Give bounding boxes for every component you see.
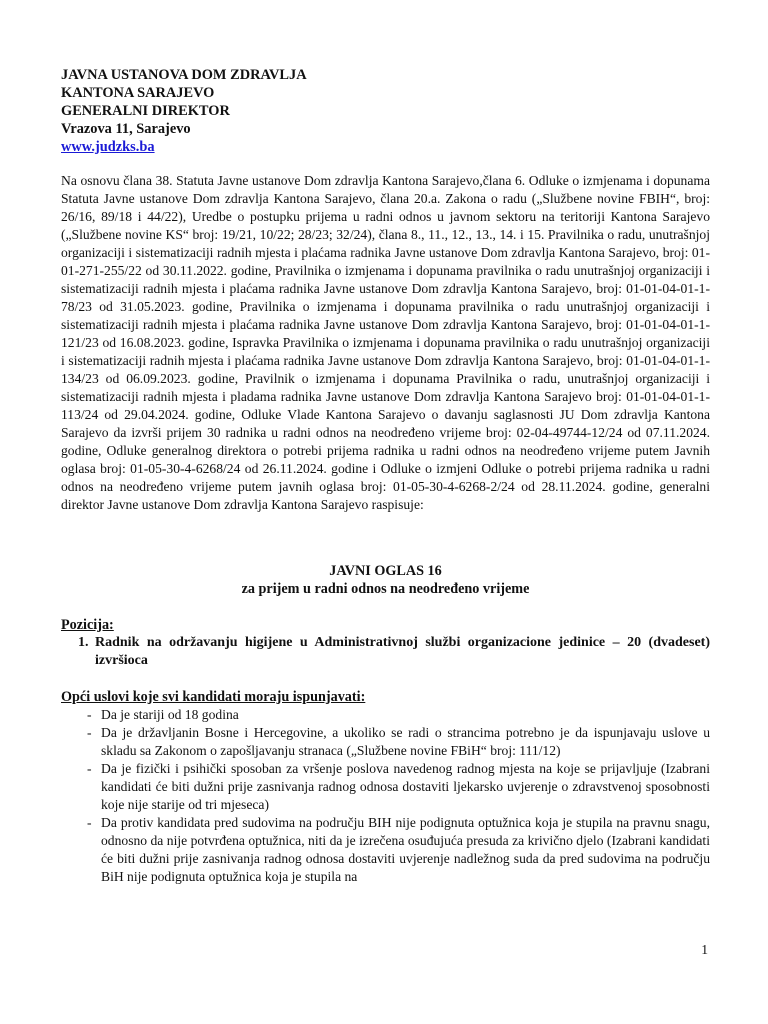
website-link[interactable]: www.judzks.ba: [61, 139, 155, 155]
list-number: 1.: [78, 635, 89, 650]
position-section: [61, 616, 710, 670]
org-address: Vrazova 11, Sarajevo: [61, 121, 191, 137]
condition-text: Da protiv kandidata pred sudovima na području BIH nije podignuta optužnica koja je stupila na pravnu snagu, odnosno da nije potvrđena optužnica, niti da je izrečena osuđujuća presuda za krivično djelo (Izabrani kandidati će biti dužni prije zasnivanja radnog odnosa dostaviti uvjerenje nadležnog suda da pred sudovima na području BiH nije podignuta optužnica koja je stupila na: [101, 815, 710, 884]
oglas-title: JAVNI OGLAS 16: [329, 563, 442, 579]
oglas-subtitle: za prijem u radni odnos na neodređeno vrijeme: [241, 581, 530, 597]
list-item: [61, 760, 710, 814]
list-dash: -: [87, 815, 92, 830]
list-item: [61, 814, 710, 886]
position-text: Radnik na održavanju higijene u Administrativnoj službi organizacione jedinice – 20 (dvadeset) izvršioca: [95, 635, 710, 668]
list-dash: -: [87, 725, 92, 740]
intro-paragraph: Na osnovu člana 38. Statuta Javne ustanove Dom zdravlja Kantona Sarajevo,člana 6. Odluke o izmjenama i dopunama Statuta Javne ustanove Dom zdravlja Kantona Sarajevo, člana 20.a. Zakona o radu („Službene novine FBIH“, broj: 26/16, 89/18 i 44/22), Uredbe o postupku prijema u radni odnos u javnom sektoru na teritoriji Kantona Sarajevo („Službene novine KS“ broj: 19/21, 10/22; 28/23; 32/24), člana 8., 11., 12., 13., 14. i 15. Pravilnika o radu, unutrašnjoj organizaciji i sistematizaciji radnih mjesta i plaćama radnika Javne ustanove Dom zdravlja Kantona Sarajevo, broj: 01-01-271-255/22 od 30.11.2022. godine, Pravilnika o izmjenama i dopunama pravilnika o radu unutrašnjoj organizaciji i sistematizaciji radnih mjesta i plaćama radnika Javne ustanove Dom zdravlja Kantona Sarajevo, broj: 01-01-04-01-1-78/23 od 31.05.2023. godine, Pravilnika o izmjenama i dopunama pravilnika o radu unutrašnjoj organizaciji i sistematizaciji radnih mjesta i plaćama radnika Javne ustanove Dom zdravlja Kantona Sarajevo, broj: 01-01-04-01-1-121/23 od 16.08.2023. godine, Ispravka Pravilnika o izmjenama i dopunama pravilnika o radu unutrašnjoj organizaciji i sistematizaciji radnih mjesta i plaćama radnika Javne ustanove Dom zdravlja Kantona Sarajevo, broj: 01-01-04-01-1-134/23 od 06.09.2023. godine, Pravilnik o izmjenama i dopunama Pravilnika o radu, unutrašnjoj organizaciji i sistematizaciji radnih mjesta i pladama radnika Javne ustanove Dom zdravlja Kantona Sarajevo broj: 01-01-04-01-1-113/24 od 29.04.2024. godine, Odluke Vlade Kantona Sarajevo o davanju saglasnosti JU Dom zdravlja Kantona Sarajevo da izvrši prijem 30 radnika u radni odnos na neodređeno vrijeme broj: 02-04-49744-12/24 od 07.11.2024. godine, Odluke generalnog direktora o potrebi prijema radnika u radni odnos na neodređeno vrijeme putem Javnih oglasa broj: 01-05-30-4-6268/24 od 26.11.2024. godine i Odluke o izmjeni Odluke o potrebi prijema radnika u radni odnos na neodređeno vrijeme putem javnih oglasa broj: 01-05-30-4-6268-2/24 od 28.11.2024. godine, generalni direktor Javne ustanove Dom zdravlja Kantona Sarajevo raspisuje:: [61, 173, 710, 512]
org-role: GENERALNI DIREKTOR: [61, 103, 230, 119]
conditions-section: [61, 688, 710, 886]
org-name-line1: JAVNA USTANOVA DOM ZDRAVLJA: [61, 67, 307, 83]
list-item: [61, 706, 710, 724]
page-number: 1: [701, 942, 708, 957]
position-list: [61, 634, 710, 670]
position-heading: Pozicija:: [61, 617, 114, 633]
conditions-list: [61, 706, 710, 886]
list-dash: -: [87, 707, 92, 722]
oglas-heading: [61, 562, 710, 598]
list-item: [61, 724, 710, 760]
conditions-heading: Opći uslovi koje svi kandidati moraju ispunjavati:: [61, 689, 366, 705]
condition-text: Da je fizički i psihički sposoban za vršenje poslova navedenog radnog mjesta na koje se prijavljuje (Izabrani kandidati će biti dužni prije zasnivanja radnog odnosa dostaviti ljekarsko uvjerenje o zdravstvenoj sposobnosti koje nije starije od tri mjeseca): [101, 761, 710, 812]
list-dash: -: [87, 761, 92, 776]
condition-text: Da je državljanin Bosne i Hercegovine, a ukoliko se radi o strancima potrebno je da ispunjavaju uslove u skladu sa Zakonom o zapošljavanju stranaca („Službene novine FBiH“ broj: 111/12): [101, 725, 710, 758]
organization-header: [61, 66, 710, 156]
list-item: [61, 634, 710, 670]
condition-text: Da je stariji od 18 godina: [101, 707, 239, 722]
org-name-line2: KANTONA SARAJEVO: [61, 85, 215, 101]
